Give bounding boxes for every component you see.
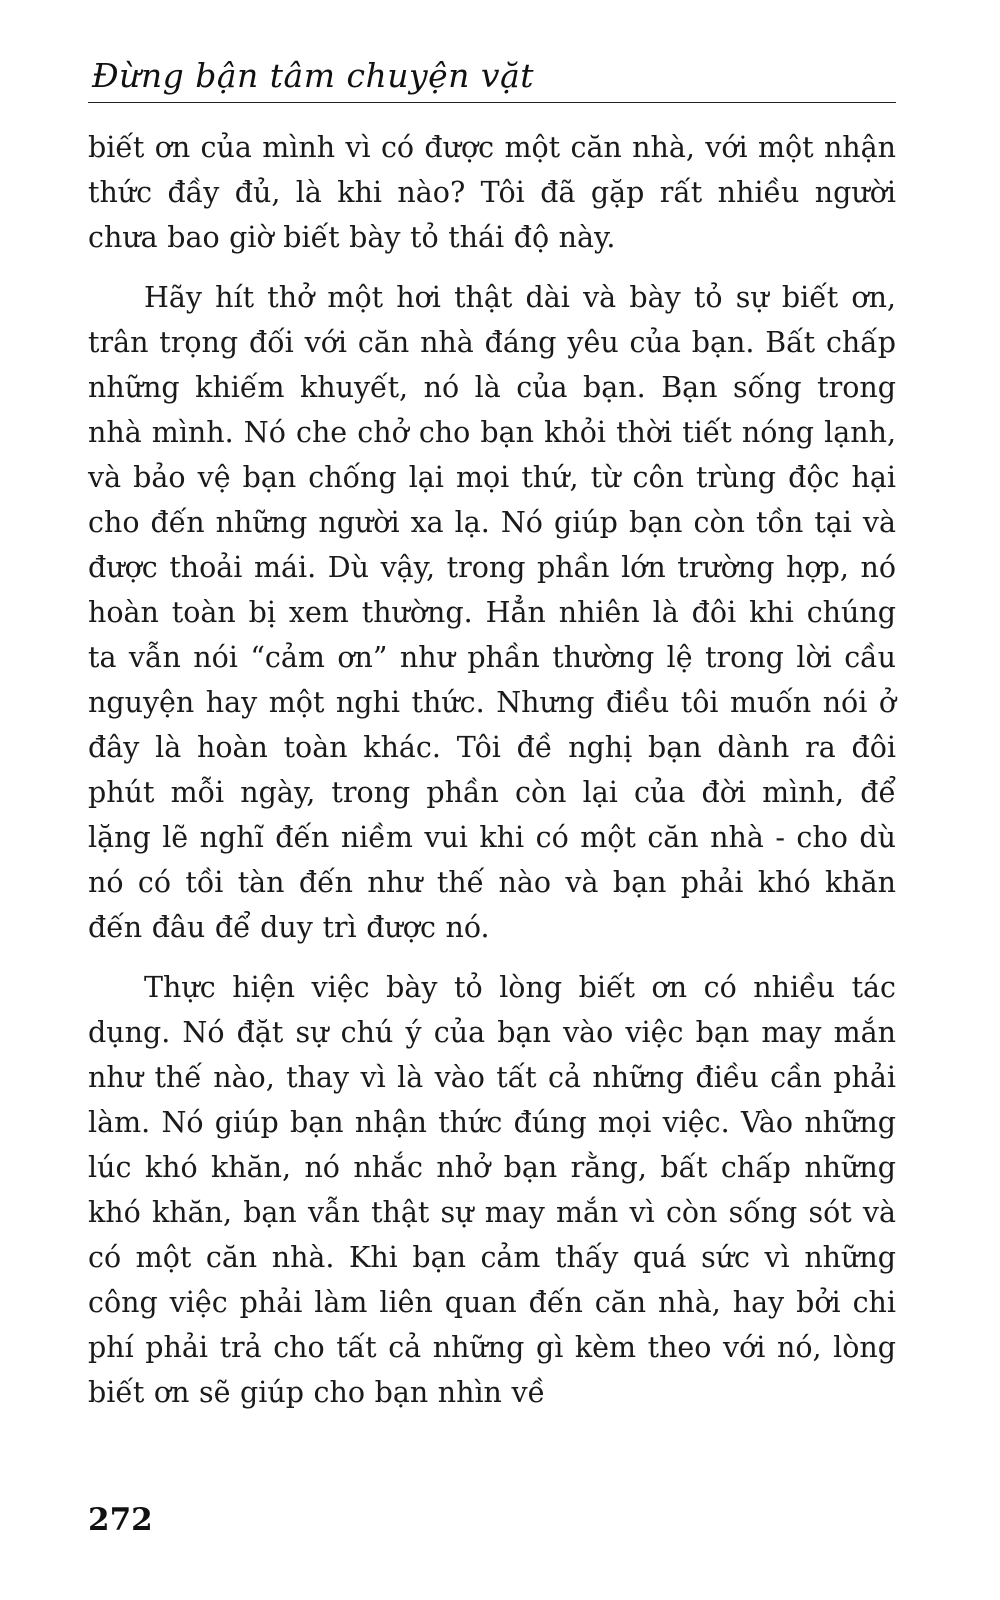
running-header <box>88 52 896 103</box>
body-text <box>88 125 896 1430</box>
paragraph-continued: biết ơn của mình vì có được một căn nhà, với một nhận thức đầy đủ, là khi nào? Tôi đã gặp rất nhiều người chưa bao giờ biết bày tỏ thái độ này. <box>88 131 896 254</box>
paragraph: Thực hiện việc bày tỏ lòng biết ơn có nhiều tác dụng. Nó đặt sự chú ý của bạn vào việc bạn may mắn như thế nào, thay vì là vào tất cả những điều cần phải làm. Nó giúp bạn nhận thức đúng mọi việc. Vào những lúc khó khăn, nó nhắc nhở bạn rằng, bất chấp những khó khăn, bạn vẫn thật sự may mắn vì còn sống sót và có một căn nhà. Khi bạn cảm thấy quá sức vì những công việc phải làm liên quan đến căn nhà, hay bởi chi phí phải trả cho tất cả những gì kèm theo với nó, lòng biết ơn sẽ giúp cho bạn nhìn về <box>88 971 896 1409</box>
paragraph: Hãy hít thở một hơi thật dài và bày tỏ sự biết ơn, trân trọng đối với căn nhà đáng yêu của bạn. Bất chấp những khiếm khuyết, nó là của bạn. Bạn sống trong nhà mình. Nó che chở cho bạn khỏi thời tiết nóng lạnh, và bảo vệ bạn chống lại mọi thứ, từ côn trùng độc hại cho đến những người xa lạ. Nó giúp bạn còn tồn tại và được thoải mái. Dù vậy, trong phần lớn trường hợp, nó hoàn toàn bị xem thường. Hẳn nhiên là đôi khi chúng ta vẫn nói “cảm ơn” như phần thường lệ trong lời cầu nguyện hay một nghi thức. Nhưng điều tôi muốn nói ở đây là hoàn toàn khác. Tôi đề nghị bạn dành ra đôi phút mỗi ngày, trong phần còn lại của đời mình, để lặng lẽ nghĩ đến niềm vui khi có một căn nhà - cho dù nó có tồi tàn đến như thế nào và bạn phải khó khăn đến đâu để duy trì được nó. <box>88 281 896 944</box>
running-header-title: Đừng bận tâm chuyện vặt <box>92 56 534 95</box>
page-number: 272 <box>88 1502 153 1538</box>
